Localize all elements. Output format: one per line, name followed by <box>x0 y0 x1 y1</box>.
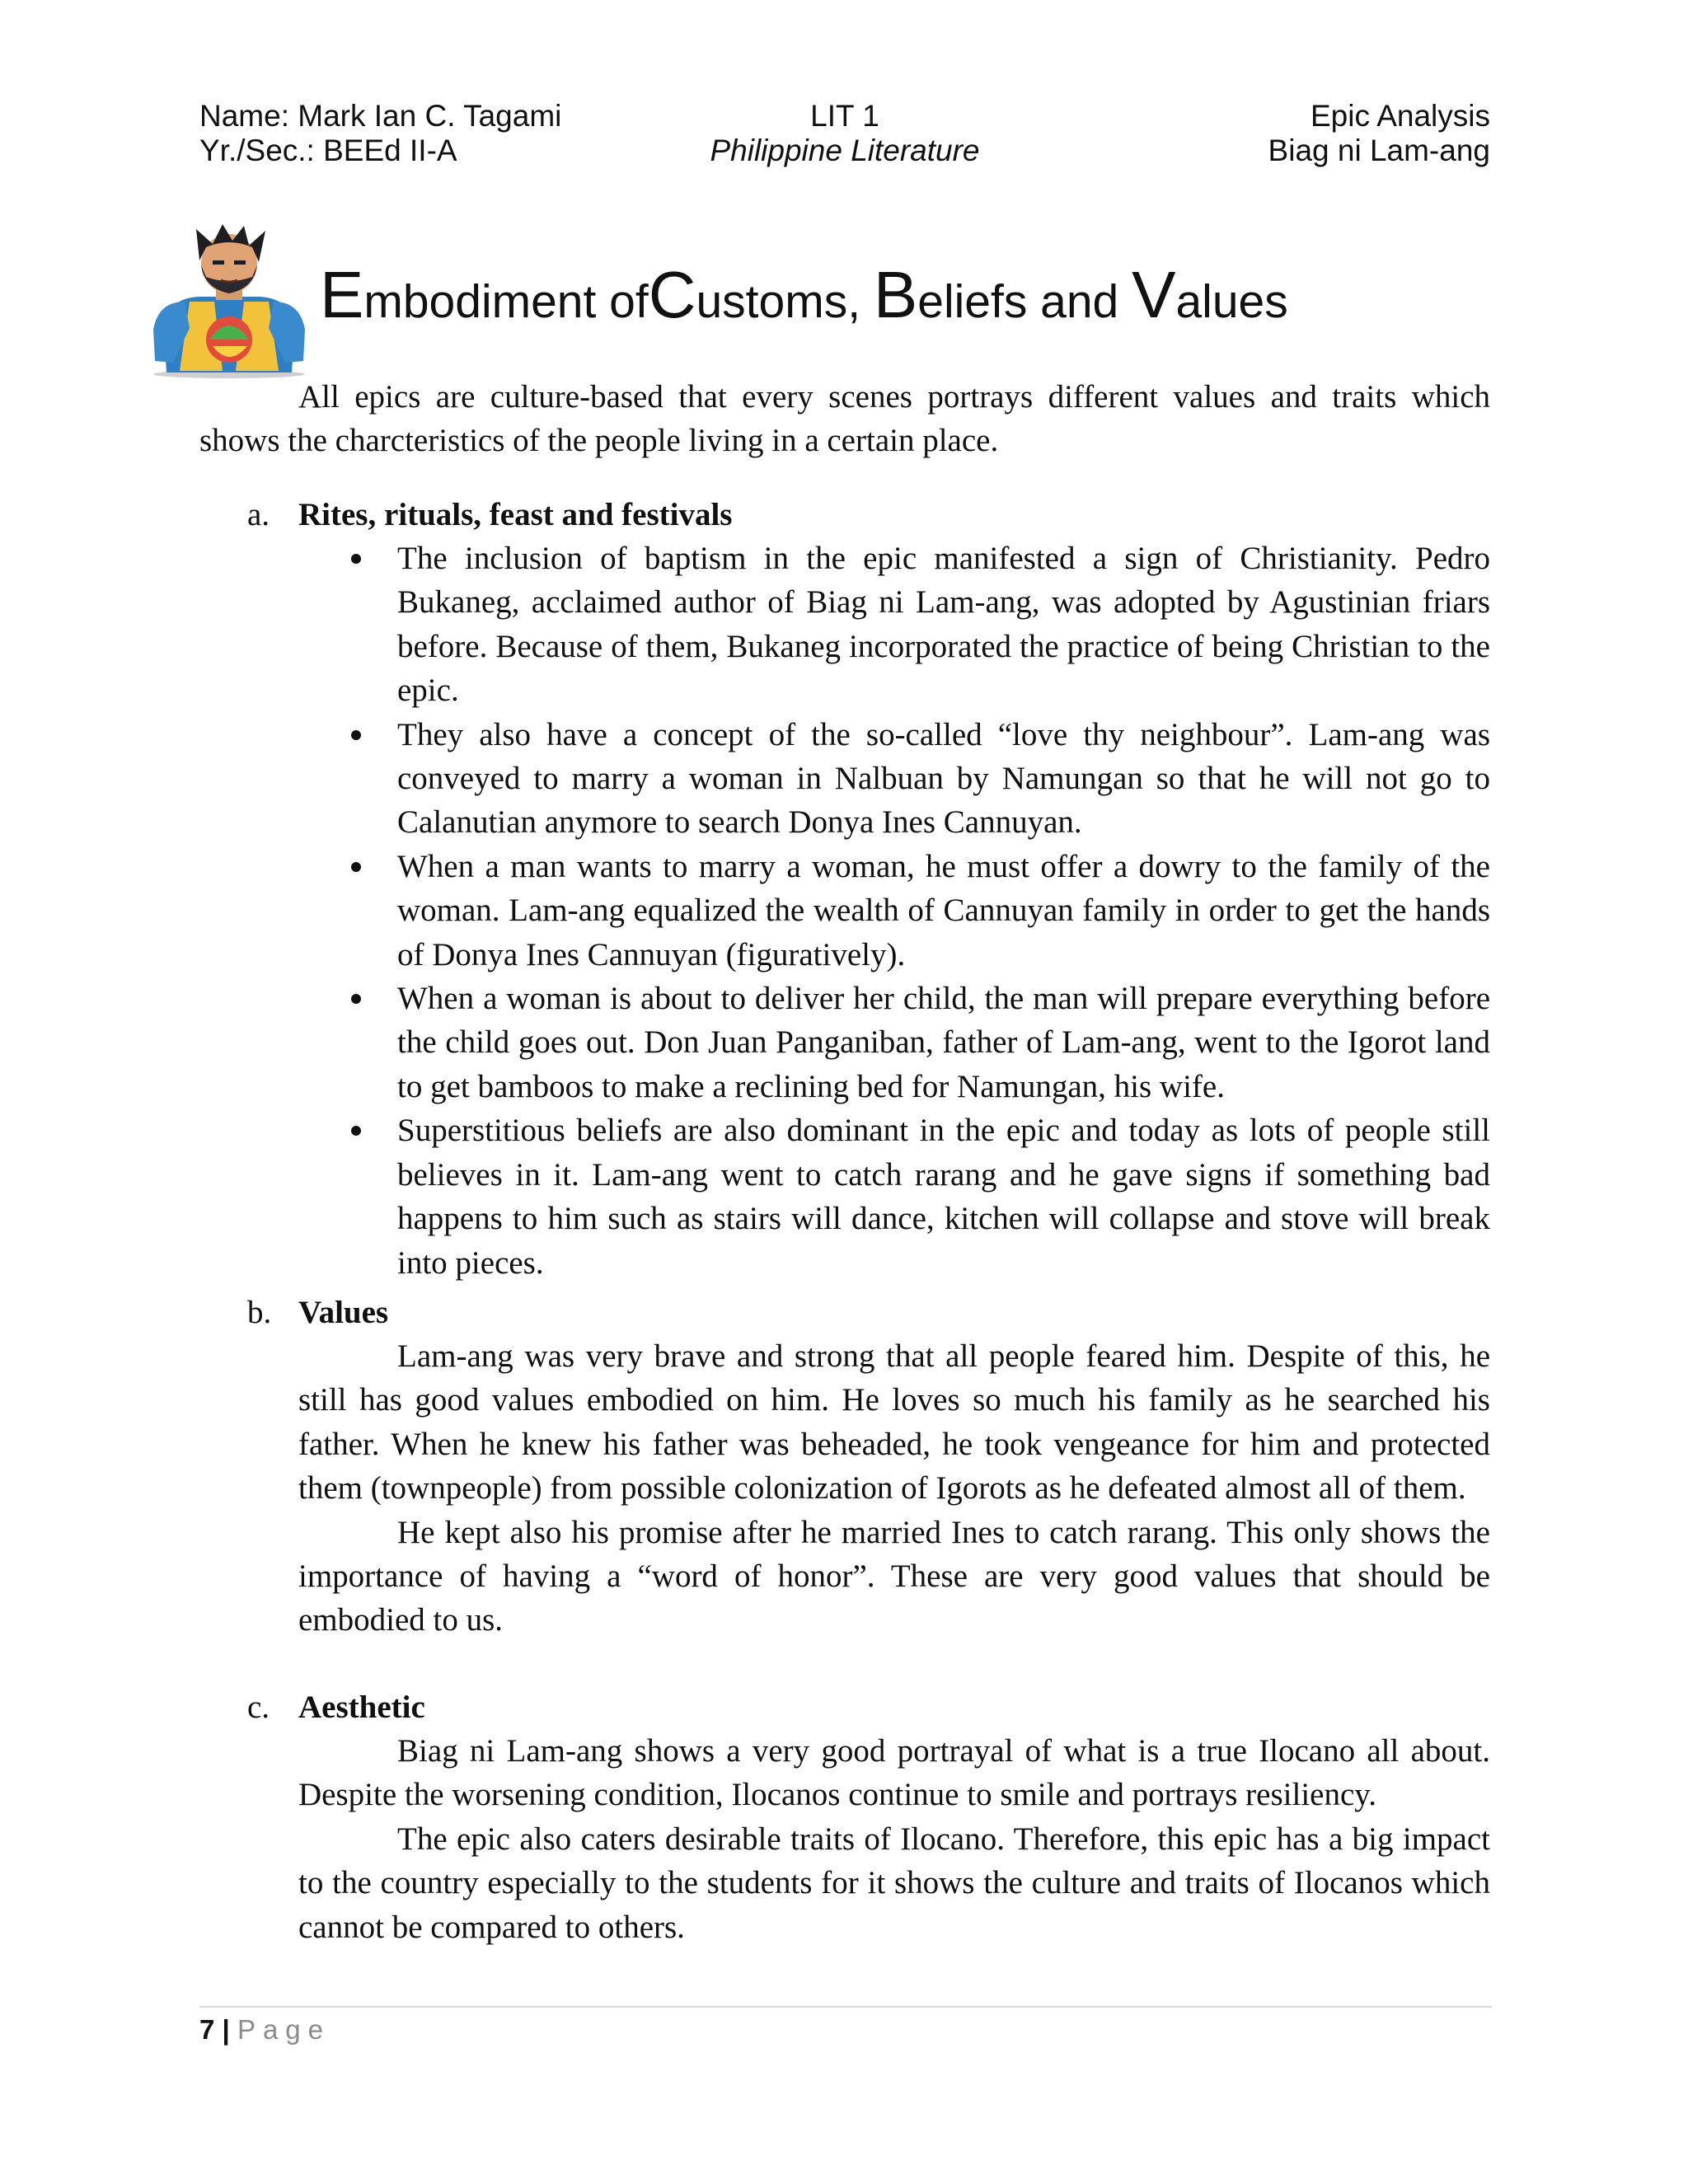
bullet-text: The inclusion of baptism in the epic manifested a sign of Christianity. Pedro Bukaneg, acclaimed author of Biag ni Lam-ang, was adopted by Agustinian friars before. Because of them, Bukaneg incorporated the practice of being Christian to the epic. <box>397 541 1490 709</box>
list-item <box>397 977 1490 1108</box>
list-item <box>397 845 1490 977</box>
section-a-heading: Rites, rituals, feast and festivals <box>298 497 733 532</box>
title-cap-e: E <box>320 258 364 331</box>
header-center <box>639 99 1051 168</box>
bullet-text: When a woman is about to deliver her child, the man will prepare everything before the child goes out. Don Juan Panganiban, father of Lam-ang, went to the Igorot land to get bamboos to make a reclining bed for Namungan, his wife. <box>397 981 1490 1104</box>
title-cap-v: V <box>1132 258 1176 331</box>
bullet-icon <box>351 994 361 1004</box>
footer-divider <box>199 2006 1492 2008</box>
title-cap-c: C <box>648 258 696 331</box>
list-item <box>397 713 1490 845</box>
bullet-text: They also have a concept of the so-called “love thy neighbour”. Lam-ang was conveyed to marry a woman in Nalbuan by Namungan so that he will not go to Calanutian anymore to search Donya Ines Cannuyan. <box>397 716 1490 841</box>
list-item <box>397 1108 1490 1285</box>
page-number: 7 <box>199 2014 215 2045</box>
values-body <box>298 1334 1490 1643</box>
section-c-letter: c. <box>247 1690 270 1725</box>
list-item <box>397 537 1490 713</box>
section-b-heading: Values <box>298 1295 389 1330</box>
bullet-icon <box>351 1126 361 1136</box>
title-cap-b: B <box>873 258 918 331</box>
aesthetic-paragraph-2: The epic also caters desirable traits of Ilocano. Therefore, this epic has a big impact to the country especially to the students for it shows the culture and traits of Ilocanos which cannot be compared to others. <box>298 1821 1490 1945</box>
aesthetic-paragraph-1: Biag ni Lam-ang shows a very good portrayal of what is a true Ilocano all about. Despite the worsening condition, Ilocanos continue to smile and portrays resiliency. <box>298 1733 1490 1813</box>
footer-separator: | <box>222 2014 230 2045</box>
bullet-icon <box>351 730 361 740</box>
title-part-1: mbodiment of <box>363 275 649 328</box>
epic-title: Biag ni Lam-ang <box>1268 134 1490 167</box>
title-part-2: ustoms, <box>696 275 874 328</box>
section-a-letter: a. <box>247 497 270 532</box>
student-name: Name: Mark Ian C. Tagami <box>199 99 562 133</box>
header-right <box>1268 99 1490 168</box>
values-paragraph-2: He kept also his promise after he married Ines to catch rarang. This only shows the importance of having a “word of honor”. These are very good values that should be embodied to us. <box>298 1514 1490 1638</box>
rites-bullet-list <box>397 537 1490 1285</box>
section-b-letter: b. <box>247 1295 272 1330</box>
section-c-heading: Aesthetic <box>298 1690 425 1725</box>
page-title <box>320 258 1288 335</box>
bullet-icon <box>351 862 361 872</box>
page-footer <box>199 2013 331 2046</box>
bullet-text: When a man wants to marry a woman, he must offer a dowry to the family of the woman. Lam-ang equalized the wealth of Cannuyan family in order to get the hands of Donya Ines Cannuyan (figuratively). <box>397 848 1490 972</box>
year-section: Yr./Sec.: BEEd II-A <box>199 134 457 167</box>
bullet-text: Superstitious beliefs are also dominant in the epic and today as lots of people still believes in it. Lam-ang went to catch rarang and he gave signs if something bad happens to him such as stairs will dance, kitchen will collapse and stove will break into pieces. <box>397 1113 1490 1281</box>
header-left <box>199 99 561 168</box>
intro-paragraph <box>199 375 1490 463</box>
title-part-3: eliefs and <box>917 275 1132 328</box>
document-type: Epic Analysis <box>1311 99 1490 133</box>
title-part-4: alues <box>1175 275 1288 328</box>
mascot-illustration <box>147 223 312 379</box>
page-label: Page <box>237 2014 331 2045</box>
course-title: Philippine Literature <box>710 134 980 167</box>
aesthetic-body <box>298 1729 1490 1949</box>
values-paragraph-1: Lam-ang was very brave and strong that all people feared him. Despite of this, he still has good values embodied on him. He loves so much his family as he searched his father. When he knew his father was beheaded, he took vengeance for him and protected them (townpeople) from possible colonization of Igorots as he defeated almost all of them. <box>298 1338 1490 1507</box>
intro-text: All epics are culture-based that every scenes portrays different values and traits which shows the charcteristics of the people living in a certain place. <box>199 379 1490 459</box>
course-code: LIT 1 <box>810 99 879 133</box>
bullet-icon <box>351 554 361 564</box>
